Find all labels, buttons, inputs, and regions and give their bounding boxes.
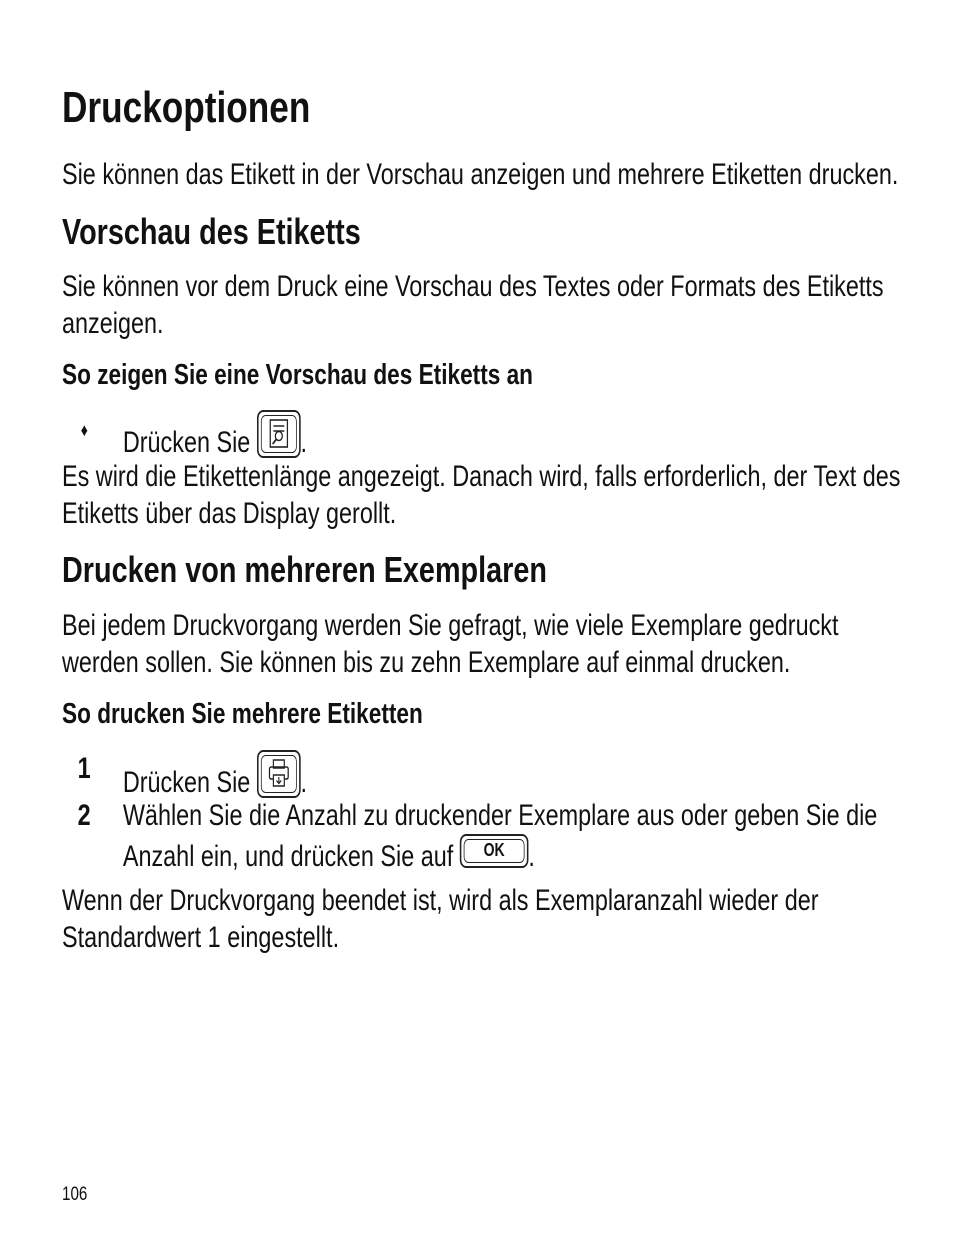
page-title: Druckoptionen [62,83,311,132]
bullet-marker: ♦ [80,420,88,440]
ok-key-label: OK [483,840,505,860]
copies-step-2-text: Wählen Sie die Anzahl zu druckender Exemplare aus oder geben Sie die Anzahl ein, und drücken Sie auf [122,799,878,873]
preview-step-text: Drücken Sie [122,426,251,459]
preview-heading: Vorschau des Etiketts [62,211,361,252]
preview-subheading: So zeigen Sie eine Vorschau des Etiketts an [62,359,533,391]
ok-key-icon [460,834,529,868]
step-number: 1 [77,752,91,785]
copies-result: Wenn der Druckvorgang beendet ist, wird als Exemplaranzahl wieder der Standardwert 1 eingestellt. [62,884,819,954]
copies-subheading: So drucken Sie mehrere Etiketten [62,698,423,730]
copies-text: Bei jedem Druckvorgang werden Sie gefragt, wie viele Exemplare gedruckt werden sollen. Sie können bis zu zehn Exemplare auf einmal drucken. [62,609,839,679]
preview-result: Es wird die Etikettenlänge angezeigt. Danach wird, falls erforderlich, der Text des Etiketts über das Display gerollt. [62,460,901,530]
copies-step-1-text: Drücken Sie [122,766,251,799]
copies-heading: Drucken von mehreren Exemplaren [62,549,547,590]
preview-text: Sie können vor dem Druck eine Vorschau des Textes oder Formats des Etiketts anzeigen. [62,270,884,340]
intro-text: Sie können das Etikett in der Vorschau anzeigen und mehrere Etiketten drucken. [62,158,899,191]
preview-key-icon [257,410,301,458]
page-number: 106 [62,1184,88,1205]
step-number: 2 [77,799,91,832]
print-key-icon [257,750,301,798]
